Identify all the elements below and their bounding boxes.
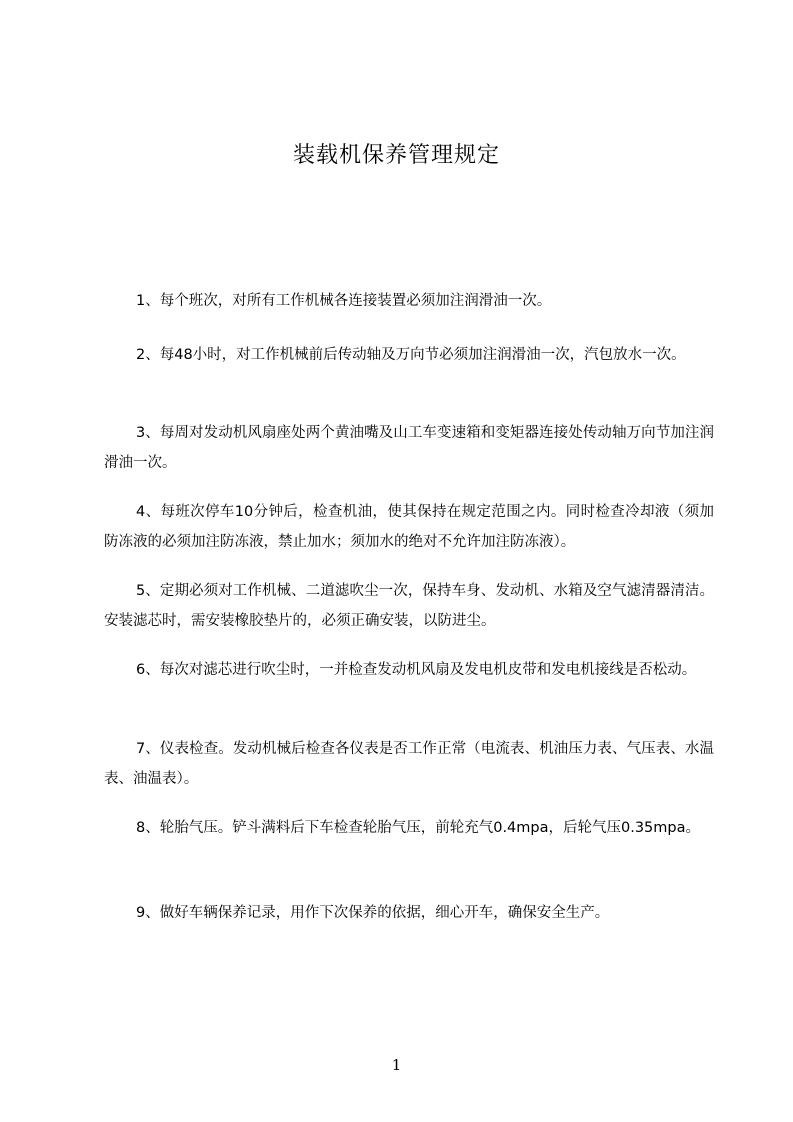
rule-item-8: 8、轮胎气压。铲斗满料后下车检查轮胎气压，前轮充气0.4mpa，后轮气压0.35mpa。 [136,820,700,836]
rule-item-7: 7、仪表检查。发动机械后检查各仪表是否工作正常（电流表、机油压力表、气压表、水温表、油温表）。 [104,741,714,787]
rule-item-2: 2、每48小时，对工作机械前后传动轴及万向节必须加注润滑油一次，汽包放水一次。 [136,347,686,363]
rule-item-6: 6、每次对滤芯进行吹尘时，一并检查发动机风扇及发电机皮带和发电机接线是否松动。 [136,662,697,678]
rule-item-1: 1、每个班次，对所有工作机械各连接装置必须加注润滑油一次。 [136,293,552,309]
rule-item-5: 5、定期必须对工作机械、二道滤吹尘一次，保持车身、发动机、水箱及空气滤清器清洁。安装滤芯时，需安装橡胶垫片的，必须正确安装，以防进尘。 [104,583,714,629]
rule-item-3: 3、每周对发动机风扇座处两个黄油嘴及山工车变速箱和变矩器连接处传动轴万向节加注润滑油一次。 [104,425,714,471]
page-number: 1 [391,1056,402,1074]
rule-item-4: 4、每班次停车10分钟后，检查机油，使其保持在规定范围之内。同时检查冷却液（须加防冻液的必须加注防冻液，禁止加水；须加水的绝对不允许加注防冻液）。 [104,504,714,550]
document-title: 装载机保养管理规定 [292,143,500,168]
rule-item-9: 9、做好车辆保养记录，用作下次保养的依据，细心开车，确保安全生产。 [136,905,610,921]
